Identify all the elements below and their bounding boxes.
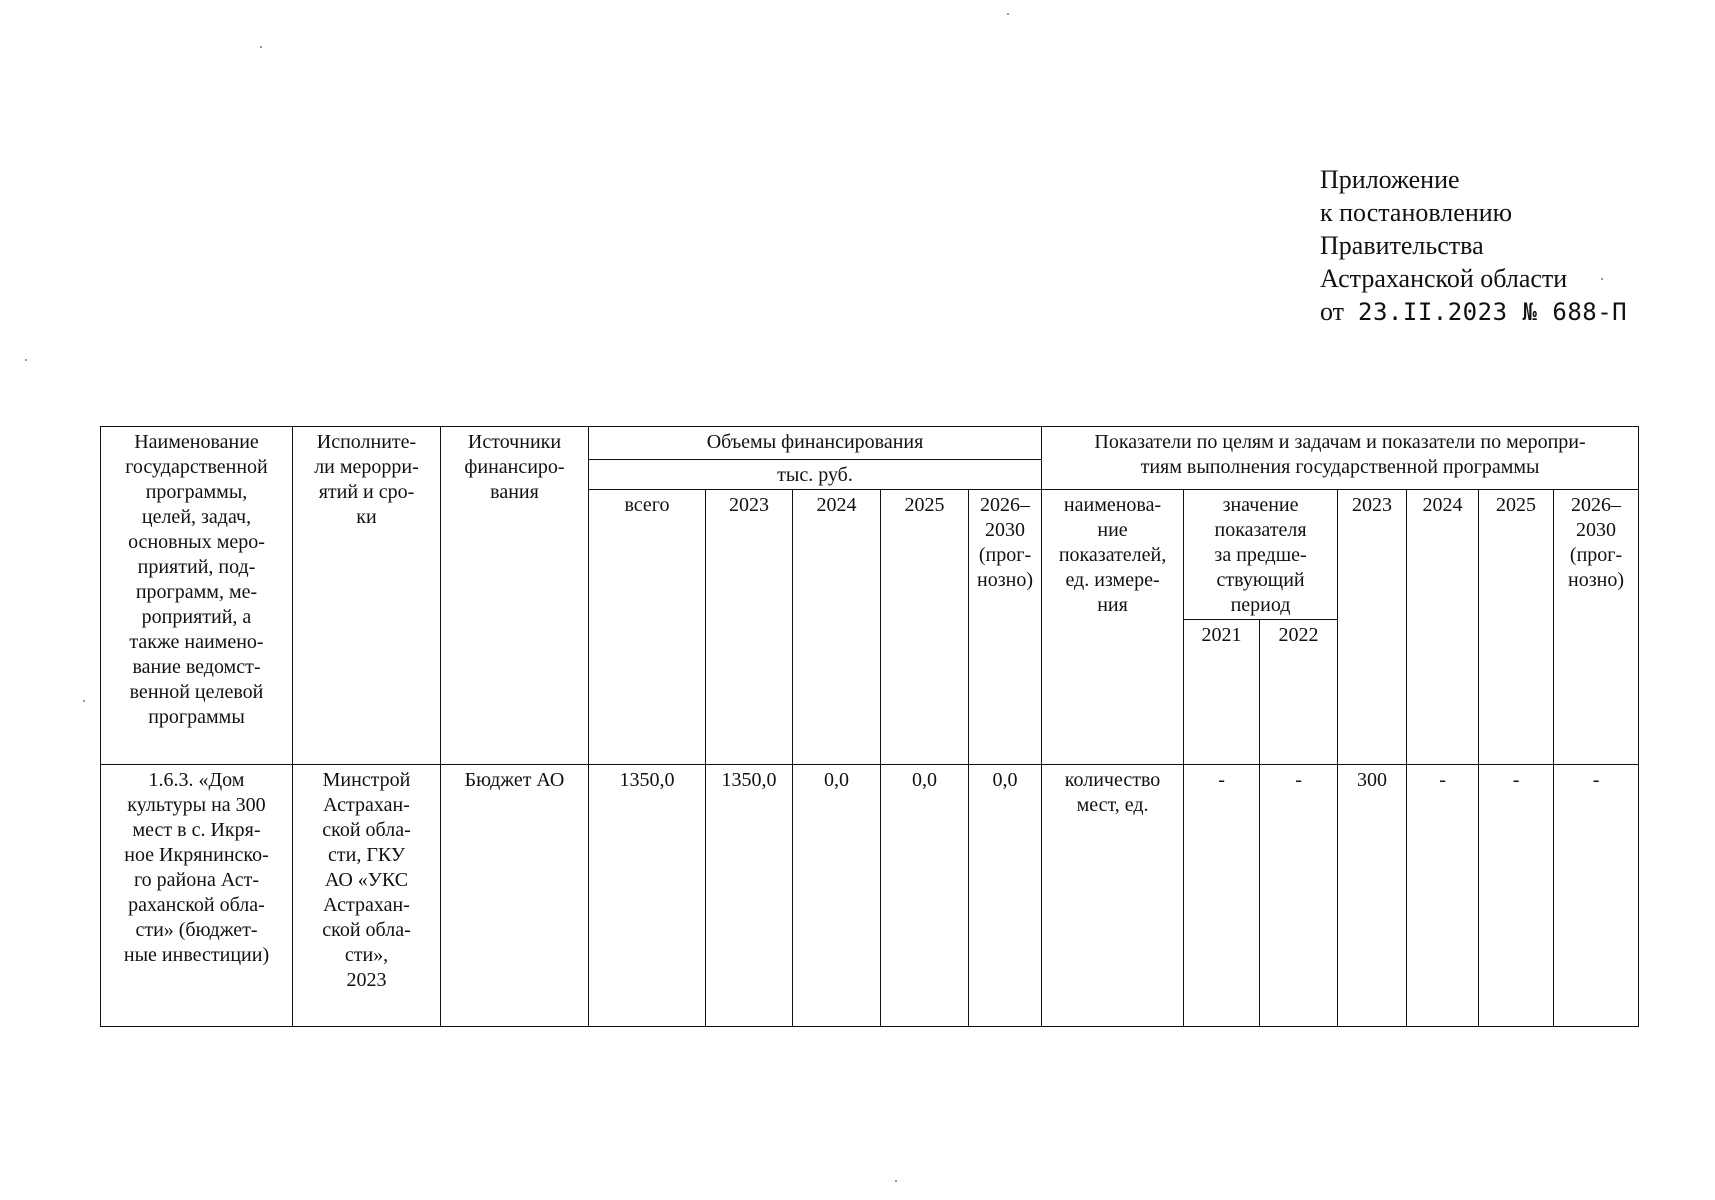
row-target-forecast: - — [1554, 765, 1639, 1027]
header-indicator-2024: 2024 — [1407, 490, 1479, 765]
row-value-2022: - — [1260, 765, 1338, 1027]
appendix-line-1: Приложение — [1320, 165, 1460, 194]
header-indicators: Показатели по целям и задачам и показатели по меропри- тиям выполнения государственной программы — [1042, 427, 1639, 490]
row-indicator-name: количество мест, ед. — [1042, 765, 1184, 1027]
appendix-line-3: Правительства — [1320, 231, 1484, 260]
appendix-decree-number: 23.II.2023 № 688-П — [1358, 298, 1628, 326]
header-indicator-forecast: 2026– 2030 (прог- нозно) — [1554, 490, 1639, 765]
row-funding-forecast: 0,0 — [969, 765, 1042, 1027]
row-funding-source: Бюджет АО — [441, 765, 589, 1027]
appendix-line-4: Астраханской области — [1320, 264, 1568, 293]
header-prev-2021: 2021 — [1184, 620, 1260, 765]
row-program-name: 1.6.3. «Дом культуры на 300 мест в с. Икря- ное Икрянинско- го района Аст- раханской обла- сти» (бюджет- ные инвестиции) — [101, 765, 293, 1027]
header-funding-2023: 2023 — [706, 490, 793, 765]
header-funding-volumes: Объемы финансирования — [589, 427, 1042, 460]
header-funding-sources: Источники финансиро- вания — [441, 427, 589, 765]
row-funding-2025: 0,0 — [881, 765, 969, 1027]
row-funding-2023: 1350,0 — [706, 765, 793, 1027]
program-table — [100, 426, 1639, 1027]
row-funding-2024: 0,0 — [793, 765, 881, 1027]
header-indicator-name: наименова- ние показателей, ед. измере- ния — [1042, 490, 1184, 765]
header-funding-2024: 2024 — [793, 490, 881, 765]
row-target-2023: 300 — [1338, 765, 1407, 1027]
row-value-2021: - — [1184, 765, 1260, 1027]
header-funding-forecast: 2026– 2030 (прог- нозно) — [969, 490, 1042, 765]
header-funding-2025: 2025 — [881, 490, 969, 765]
row-target-2025: - — [1479, 765, 1554, 1027]
header-indicator-2025: 2025 — [1479, 490, 1554, 765]
header-previous-period: значение показателя за предше- ствующий период — [1184, 490, 1338, 620]
row-target-2024: - — [1407, 765, 1479, 1027]
header-executors: Исполните- ли мероpри- ятий и сро- ки — [293, 427, 441, 765]
header-indicator-2023: 2023 — [1338, 490, 1407, 765]
header-row-1 — [101, 427, 1639, 460]
table-row — [101, 765, 1639, 1027]
appendix-date-prefix: от — [1320, 297, 1345, 326]
appendix-header — [1320, 163, 1627, 329]
appendix-line-2: к постановлению — [1320, 198, 1513, 227]
header-program-name: Наименование государственной программы, целей, задач, основных меро- приятий, под- программ, ме- роприятий, а также наимено- вание ведомст- венной целевой программы — [101, 427, 293, 765]
header-funding-unit: тыс. руб. — [589, 460, 1042, 490]
appendix-date-line — [1320, 295, 1627, 329]
row-total: 1350,0 — [589, 765, 706, 1027]
header-prev-2022: 2022 — [1260, 620, 1338, 765]
header-funding-total: всего — [589, 490, 706, 765]
row-executor: Минстрой Астрахан- ской обла- сти, ГКУ АО «УКС Астрахан- ской обла- сти», 2023 — [293, 765, 441, 1027]
